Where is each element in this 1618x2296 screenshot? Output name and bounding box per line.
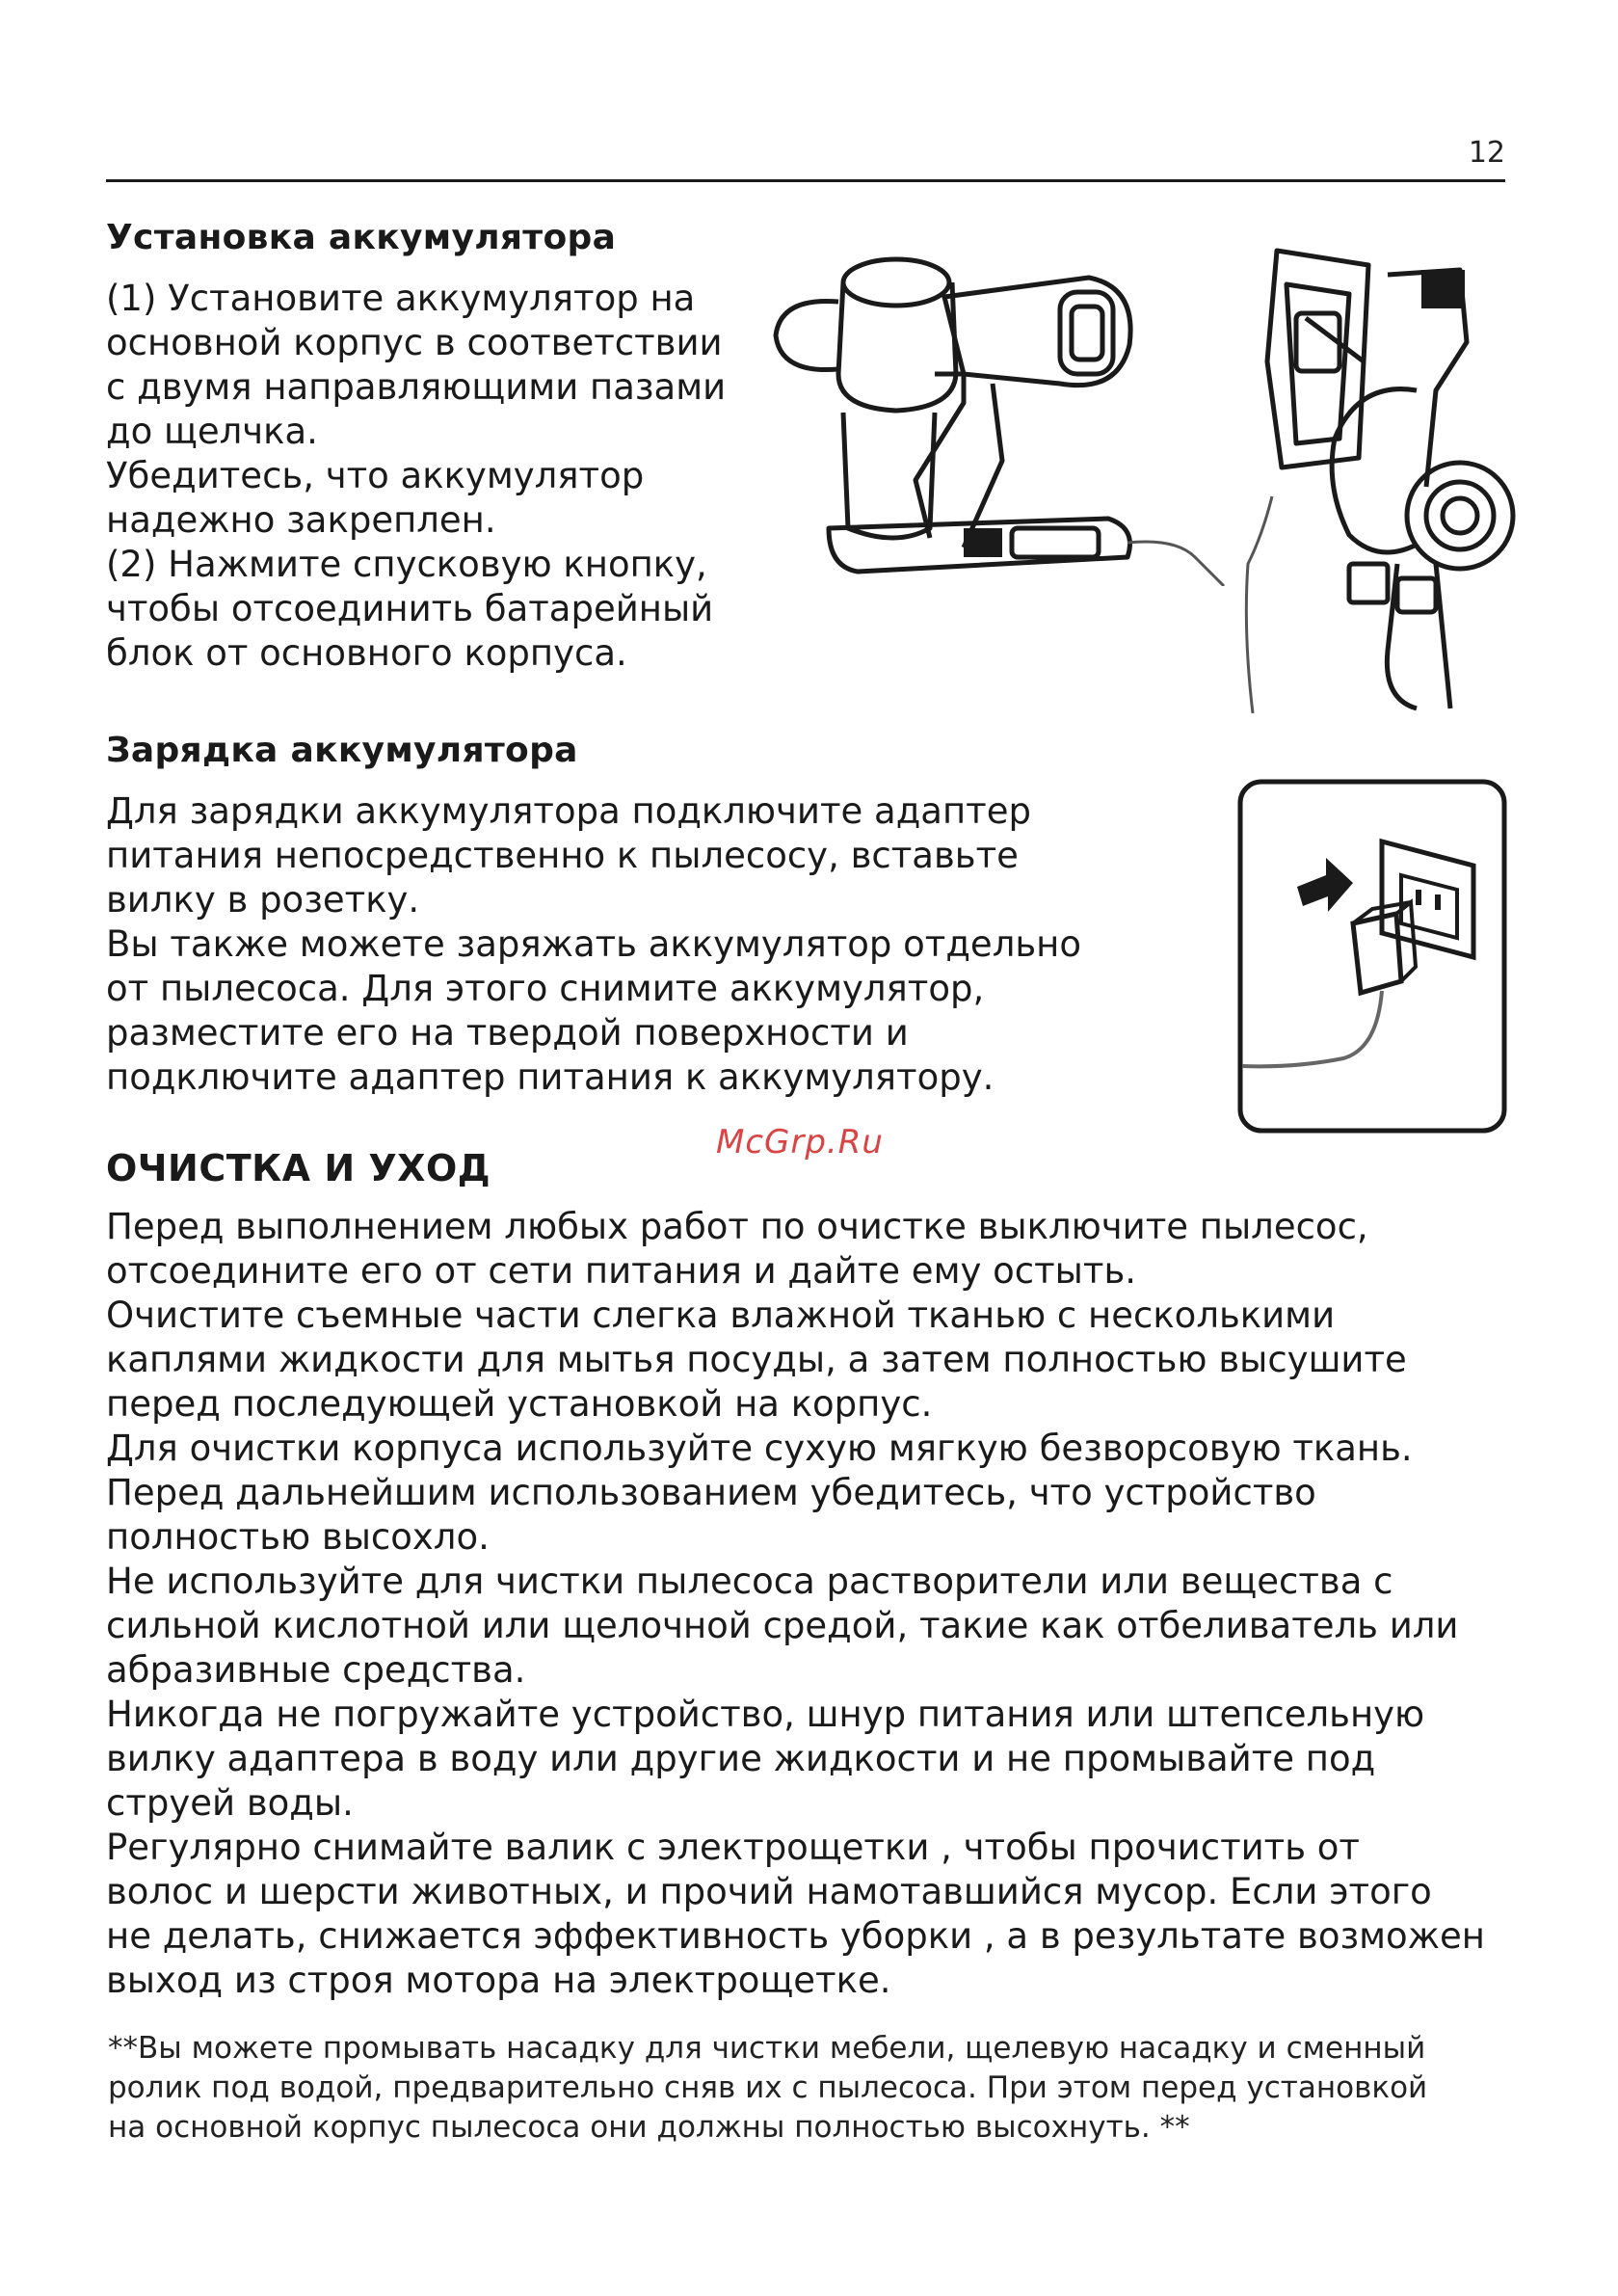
text-line: Перед дальнейшим использованием убедитесь, что устройство <box>106 1472 1316 1513</box>
text-line: Регулярно снимайте валик с электрощетки , чтобы прочистить от <box>106 1827 1360 1868</box>
text-line: выход из строя мотора на электрощетке. <box>106 1960 891 2001</box>
text-line: Очистите съемные части слегка влажной тканью с несколькими <box>106 1295 1336 1336</box>
text-line: отсоедините его от сети питания и дайте ему остыть. <box>106 1250 1137 1292</box>
text-line: разместите его на твердой поверхности и <box>106 1012 909 1054</box>
text-line: питания непосредственно к пылесосу, вставьте <box>106 835 1019 876</box>
cleaning-footnote <box>108 2029 1427 2148</box>
text-line: сильной кислотной или щелочной средой, такие как отбеливатель или <box>106 1605 1459 1646</box>
text-line: Перед выполнением любых работ по очистке выключите пылесос, <box>106 1206 1368 1247</box>
text-line: каплями жидкости для мытья посуды, а затем полностью высушите <box>106 1339 1407 1380</box>
note-line: ролик под водой, предварительно сняв их с пылесоса. При этом перед установкой <box>108 2070 1428 2105</box>
text-line: Убедитесь, что аккумулятор <box>106 455 645 496</box>
watermark: McGrp.Ru <box>716 1123 884 1161</box>
text-line: перед последующей установкой на корпус. <box>106 1383 933 1425</box>
charger-socket-illustration <box>1237 779 1507 1134</box>
cleaning-text <box>106 1205 1485 2003</box>
text-line: струей воды. <box>106 1782 354 1824</box>
text-line: подключите адаптер питания к аккумулятору. <box>106 1056 995 1098</box>
text-line: волос и шерсти животных, и прочий намотавшийся мусор. Если этого <box>106 1871 1432 1912</box>
text-line: вилку адаптера в воду или другие жидкости и не промывайте под <box>106 1738 1376 1779</box>
text-line: (2) Нажмите спусковую кнопку, <box>106 544 707 585</box>
header-rule <box>106 179 1505 182</box>
note-line: **Вы можете промывать насадку для чистки мебели, щелевую насадку и сменный <box>108 2031 1426 2066</box>
vacuum-battery-release-illustration <box>1243 246 1523 713</box>
text-line: от пылесоса. Для этого снимите аккумулятор, <box>106 968 985 1009</box>
text-line: не делать, снижается эффективность уборки , а в результате возможен <box>106 1915 1485 1957</box>
text-line: до щелчка. <box>106 411 318 452</box>
battery-charge-text <box>106 789 1081 1100</box>
text-line: надежно закреплен. <box>106 499 496 541</box>
battery-install-heading: Установка аккумулятора <box>106 218 617 257</box>
text-line: Для зарядки аккумулятора подключите адаптер <box>106 790 1031 832</box>
text-line: абразивные средства. <box>106 1649 526 1691</box>
page-number: 12 <box>1468 136 1505 170</box>
text-line: блок от основного корпуса. <box>106 632 627 674</box>
text-line: Вы также можете заряжать аккумулятор отдельно <box>106 923 1081 965</box>
battery-charge-heading: Зарядка аккумулятора <box>106 731 578 770</box>
text-line: вилку в розетку. <box>106 879 420 921</box>
cleaning-heading: ОЧИСТКА И УХОД <box>106 1147 491 1189</box>
text-line: Не используйте для чистки пылесоса растворители или вещества с <box>106 1561 1393 1602</box>
vacuum-battery-illustration <box>771 239 1233 586</box>
note-line: на основной корпус пылесоса они должны полностью высохнуть. ** <box>108 2110 1190 2145</box>
text-line: с двумя направляющими пазами <box>106 366 727 408</box>
battery-install-text <box>106 277 726 676</box>
text-line: (1) Установите аккумулятор на <box>106 278 696 319</box>
text-line: Для очистки корпуса используйте сухую мягкую безворсовую ткань. <box>106 1428 1413 1469</box>
text-line: Никогда не погружайте устройство, шнур питания или штепсельную <box>106 1694 1425 1735</box>
text-line: чтобы отсоединить батарейный <box>106 588 714 629</box>
text-line: полностью высохло. <box>106 1516 490 1558</box>
text-line: основной корпус в соответствии <box>106 322 723 363</box>
